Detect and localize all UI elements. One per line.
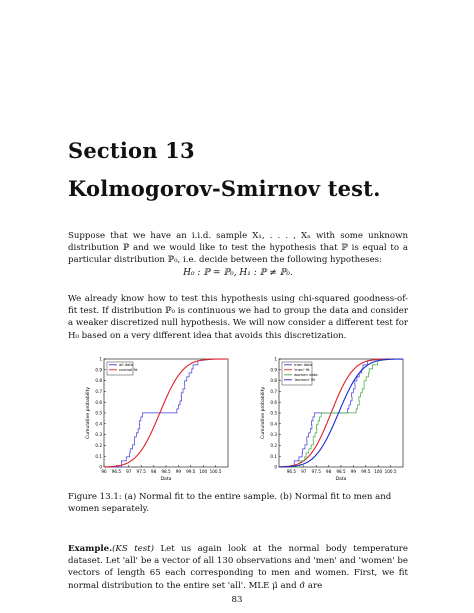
figure-caption: Figure 13.1: (a) Normal fit to the entire sample. (b) Normal fit to men and women separately. bbox=[68, 492, 392, 514]
y-tick-label: 0.6 bbox=[95, 399, 102, 405]
y-tick-label: 0.5 bbox=[270, 410, 277, 416]
example-tag: (KS test) bbox=[112, 544, 154, 554]
chart-normal-fit-all bbox=[82, 355, 232, 487]
intro-paragraph: Suppose that we have an i.i.d. sample X₁, . . . , Xₙ with some unknown distribution ℙ and we would like to test the hypothesis that ℙ is equal to a particular distribution ℙ₀, i.e. decide between the following hypotheses: bbox=[68, 231, 408, 266]
x-tick-label: 97.5 bbox=[311, 469, 321, 474]
y-tick-label: 0.2 bbox=[95, 443, 102, 448]
y-tick-label: 0.9 bbox=[270, 367, 277, 373]
example-lead: Example. bbox=[68, 544, 113, 554]
x-tick-label: 98 bbox=[325, 469, 332, 474]
x-tick-label: 100 bbox=[374, 469, 383, 474]
x-tick-label: 98.5 bbox=[336, 469, 346, 474]
y-tick-label: 0.6 bbox=[270, 399, 277, 405]
x-tick-label: 98 bbox=[150, 469, 157, 474]
y-tick-label: 0.3 bbox=[95, 432, 102, 438]
y-tick-label: 0.4 bbox=[270, 421, 277, 427]
y-tick-label: 0.1 bbox=[95, 453, 102, 459]
x-tick-label: 100 bbox=[199, 469, 208, 474]
legend-label: all data bbox=[119, 362, 134, 367]
y-tick-label: 0.4 bbox=[95, 421, 102, 427]
x-tick-label: 97 bbox=[126, 469, 132, 474]
y-tick-label: 1 bbox=[99, 356, 102, 362]
x-axis-label: Data bbox=[160, 477, 172, 482]
chart-normal-fit-men-women bbox=[257, 355, 407, 487]
legend-label: women data bbox=[294, 372, 318, 377]
legend-label: 'men' fit bbox=[294, 367, 310, 372]
hypotheses-formula: H₀ : ℙ = ℙ₀, H₁ : ℙ ≠ ℙ₀. bbox=[183, 268, 293, 278]
y-axis-label: Cumulative probability bbox=[86, 386, 91, 440]
y-tick-label: 0.7 bbox=[270, 389, 277, 394]
x-tick-label: 100.5 bbox=[209, 469, 222, 474]
x-tick-label: 98.5 bbox=[161, 469, 171, 474]
y-tick-label: 0.8 bbox=[270, 378, 277, 384]
legend-label: men data bbox=[294, 362, 313, 367]
x-tick-label: 99 bbox=[350, 469, 357, 474]
y-tick-label: 0.8 bbox=[95, 378, 102, 384]
example-text: Let us again look at the normal body temperature dataset. Let 'all' be a vector of all 130 observations and 'men' and 'women' be vectors of length 65 each corresponding to men and women. First, we fit normal distribution to the entire set 'all'. MLE μ̂ and σ̂ are bbox=[68, 544, 408, 591]
y-tick-label: 0.7 bbox=[95, 389, 102, 394]
section-title: Kolmogorov-Smirnov test. bbox=[68, 176, 381, 201]
x-tick-label: 97 bbox=[301, 469, 307, 474]
y-tick-label: 0.9 bbox=[95, 367, 102, 373]
y-tick-label: 0 bbox=[99, 464, 102, 470]
y-tick-label: 0.3 bbox=[270, 432, 277, 438]
y-tick-label: 0.1 bbox=[270, 453, 277, 459]
x-tick-label: 96.5 bbox=[286, 469, 297, 474]
x-tick-label: 96.5 bbox=[111, 469, 122, 474]
x-tick-label: 97.5 bbox=[136, 469, 146, 474]
example-paragraph bbox=[68, 543, 408, 592]
legend-label: normal fit bbox=[119, 367, 138, 372]
x-tick-label: 99.5 bbox=[186, 469, 196, 474]
x-tick-label: 99.5 bbox=[361, 469, 371, 474]
y-tick-label: 0.2 bbox=[270, 443, 277, 448]
x-axis-label: Data bbox=[335, 477, 347, 482]
x-tick-label: 96 bbox=[101, 469, 107, 474]
y-axis-label: Cumulative probability bbox=[261, 386, 266, 440]
section-number: Section 13 bbox=[68, 138, 195, 163]
x-tick-label: 99 bbox=[175, 469, 182, 474]
method-paragraph: We already know how to test this hypothesis using chi-squared goodness-of-fit test. If distribution ℙ₀ is continuous we had to group the data and consider a weaker discretized null hypothesis. We will now consider a different test for H₀ based on a very different idea that avoids this discretization. bbox=[68, 294, 408, 341]
legend-label: 'women' fit bbox=[294, 377, 316, 382]
x-tick-label: 100.5 bbox=[384, 469, 397, 474]
page-number: 83 bbox=[231, 595, 243, 605]
y-tick-label: 0.5 bbox=[95, 410, 102, 416]
y-tick-label: 0 bbox=[274, 464, 277, 470]
y-tick-label: 1 bbox=[274, 356, 277, 362]
